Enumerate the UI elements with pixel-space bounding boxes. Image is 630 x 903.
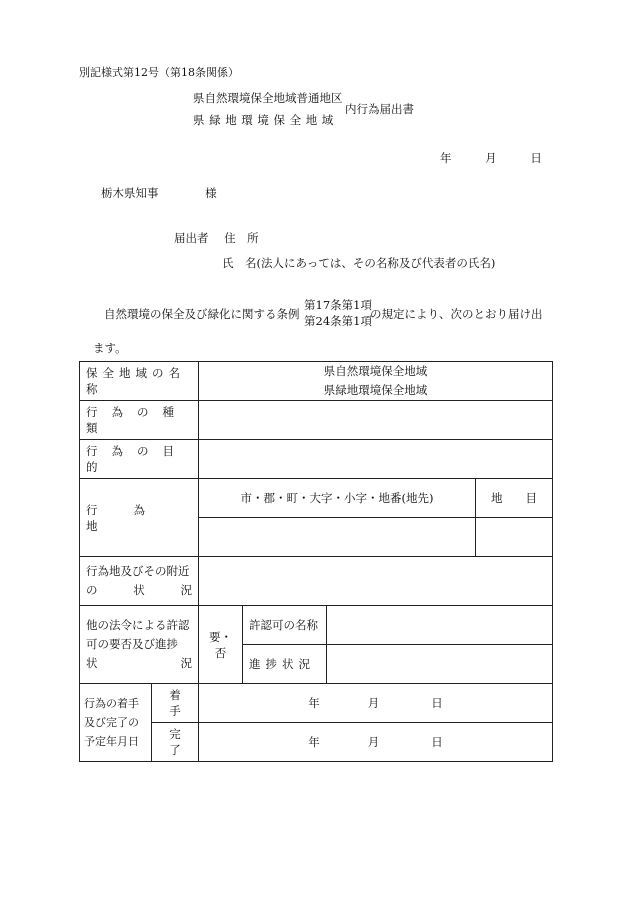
- start-date-field[interactable]: [199, 684, 553, 723]
- notifier-address-line: [174, 230, 259, 246]
- act-type-label: 行為の種類: [80, 401, 199, 440]
- finish-year: 年: [308, 735, 320, 749]
- article-option-17: 第17条第1項: [304, 298, 372, 312]
- schedule-label: 行為の着手 及び完了の 予定年月日: [80, 684, 152, 762]
- start-label: 着 手: [152, 684, 199, 723]
- article-options: [304, 297, 372, 329]
- recipient-honorific: 様: [205, 186, 217, 200]
- act-type-field[interactable]: [199, 401, 553, 440]
- row-area-name: [80, 362, 553, 401]
- row-act-purpose: [80, 440, 553, 479]
- start-month: 月: [367, 696, 380, 710]
- permits-label: 他の法令による許認 可の要否及び進捗 状 況: [80, 606, 199, 684]
- name-label: 氏 名(法人にあっては、その名称及び代表者の氏名): [222, 256, 496, 270]
- permit-progress-label: 進捗状況: [243, 645, 327, 684]
- title-option-natural: 県自然環境保全地域普通地区: [193, 91, 343, 105]
- finish-label: 完 了: [152, 723, 199, 762]
- recipient: [101, 185, 217, 201]
- permit-name-label: 許認可の名称: [243, 606, 327, 645]
- act-purpose-label: 行為の目的: [80, 440, 199, 479]
- surroundings-label: 行為地及びその附近 の 状 況: [80, 557, 199, 606]
- body-text-part3: ます。: [93, 341, 127, 355]
- row-location-header: [80, 479, 553, 518]
- permit-required-choice[interactable]: 要・否: [199, 606, 243, 684]
- finish-date-field[interactable]: [199, 723, 553, 762]
- recipient-name: 栃木県知事: [101, 186, 159, 200]
- row-schedule-start: [80, 684, 553, 723]
- notifier-label: 届出者: [174, 231, 209, 245]
- finish-day: 日: [431, 735, 443, 749]
- row-act-type: [80, 401, 553, 440]
- location-address-field[interactable]: [199, 518, 476, 557]
- act-purpose-field[interactable]: [199, 440, 553, 479]
- date-day-label: 日: [530, 151, 542, 165]
- date-month-label: 月: [485, 151, 497, 165]
- form-number: 別記様式第12号（第18条関係）: [79, 66, 239, 79]
- permit-name-field[interactable]: [327, 606, 553, 645]
- title-suffix: 内行為届出書: [345, 102, 414, 116]
- body-text-part2: の規定により、次のとおり届け出: [370, 307, 543, 321]
- article-option-24: 第24条第1項: [304, 314, 372, 328]
- location-land-header: 地 目: [476, 479, 553, 518]
- location-label: 行為地: [80, 479, 199, 557]
- start-year: 年: [308, 696, 320, 710]
- area-option-green: 県緑地環境保全地域: [323, 383, 428, 397]
- permit-progress-field[interactable]: [327, 645, 553, 684]
- date-year-label: 年: [440, 151, 452, 165]
- finish-month: 月: [367, 735, 380, 749]
- surroundings-field[interactable]: [199, 557, 553, 606]
- area-name-label: 保全地域の名称: [80, 362, 199, 401]
- area-option-natural: 県自然環境保全地域: [323, 364, 428, 378]
- location-address-header: 市・郡・町・大字・小字・地番(地先): [199, 479, 476, 518]
- row-permits-name: [80, 606, 553, 645]
- notification-table: [79, 361, 553, 762]
- location-land-field[interactable]: [476, 518, 553, 557]
- area-name-options[interactable]: [199, 362, 553, 401]
- body-text-part1: 自然環境の保全及び緑化に関する条例: [104, 307, 300, 321]
- start-day: 日: [431, 696, 443, 710]
- submission-date: [440, 150, 542, 166]
- row-surroundings: [80, 557, 553, 606]
- title-option-green: 県緑地環境保全地域: [193, 113, 338, 127]
- address-label: 住 所: [224, 231, 259, 245]
